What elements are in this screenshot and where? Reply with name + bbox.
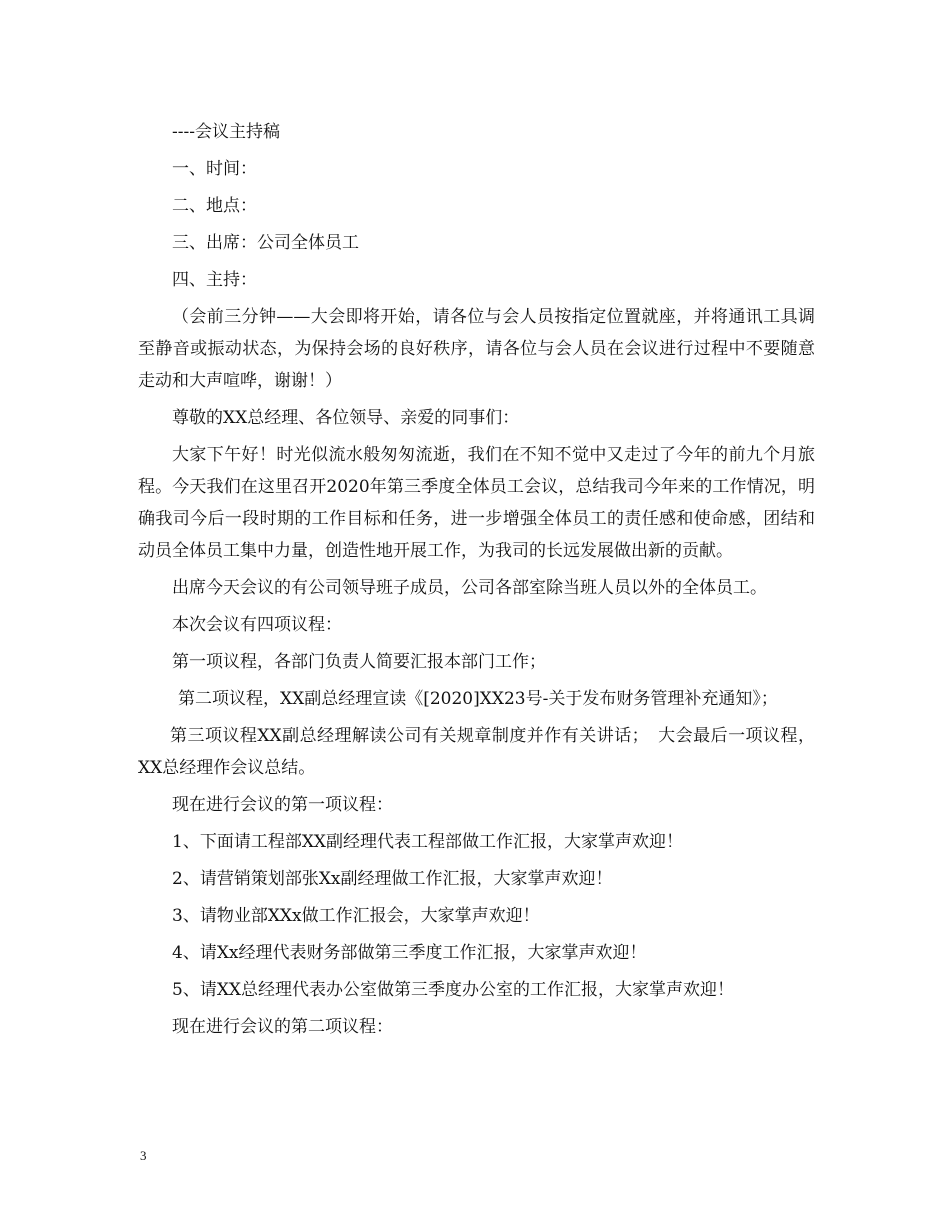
list-item-report-1: 1、下面请工程部XX副经理代表工程部做工作汇报，大家掌声欢迎！ bbox=[172, 832, 684, 852]
list-item-report-3: 3、请物业部XXx做工作汇报会，大家掌声欢迎！ bbox=[172, 906, 540, 926]
paragraph-opening: 大家下午好！时光似流水般匆匆流逝，我们在不知不觉中又走过了今年的前九个月旅程。今天我们在这里召开2020年第三季度全体员工会议，总结我司今年来的工作情况，明确我司今后一段时期的工作目标和任务，进一步增强全体员工的责任感和使命感，团结和动员全体员工集中力量，创造性地开展工作，为我司的长远发展做出新的贡献。 bbox=[138, 445, 815, 561]
paragraph-agenda-intro: 本次会议有四项议程： bbox=[172, 615, 342, 635]
paragraph-participants: 出席今天会议的有公司领导班子成员，公司各部室除当班人员以外的全体员工。 bbox=[172, 578, 767, 598]
list-item-report-5: 5、请XX总经理代表办公室做第三季度办公室的工作汇报，大家掌声欢迎！ bbox=[172, 980, 735, 1000]
paragraph-attendees: 三、出席：公司全体员工 bbox=[172, 233, 359, 253]
paragraph-agenda-item-3: 第三项议程XX副总经理解读公司有关规章制度并作有关讲话； 大会最后一项议程，XX总经理作会议总结。 bbox=[138, 726, 815, 778]
paragraph-first-agenda-start: 现在进行会议的第一项议程： bbox=[172, 795, 393, 815]
paragraph-agenda-item-1: 第一项议程，各部门负责人简要汇报本部门工作； bbox=[172, 652, 546, 672]
list-item-report-2: 2、请营销策划部张Xx副经理做工作汇报，大家掌声欢迎！ bbox=[172, 869, 613, 889]
list-item-report-4: 4、请Xx经理代表财务部做第三季度工作汇报，大家掌声欢迎！ bbox=[172, 943, 647, 963]
paragraph-second-agenda-start: 现在进行会议的第二项议程： bbox=[172, 1017, 393, 1037]
page-number: 3 bbox=[140, 1148, 147, 1163]
paragraph-pre-meeting-notice: （会前三分钟——大会即将开始，请各位与会人员按指定位置就座，并将通讯工具调至静音或振动状态，为保持会场的良好秩序，请各位与会人员在会议进行过程中不要随意走动和大声喧哗，谢谢！） bbox=[138, 307, 815, 391]
document-body bbox=[138, 116, 815, 1048]
paragraph-host: 四、主持： bbox=[172, 270, 257, 290]
paragraph-location: 二、地点： bbox=[172, 196, 257, 216]
paragraph-agenda-item-2: 第二项议程，XX副总经理宣读《[2020]XX23号-关于发布财务管理补充通知》； bbox=[178, 689, 778, 709]
document-heading: ----会议主持稿 bbox=[172, 122, 280, 142]
paragraph-time: 一、时间： bbox=[172, 159, 257, 179]
paragraph-greeting: 尊敬的XX总经理、各位领导、亲爱的同事们： bbox=[172, 408, 520, 428]
